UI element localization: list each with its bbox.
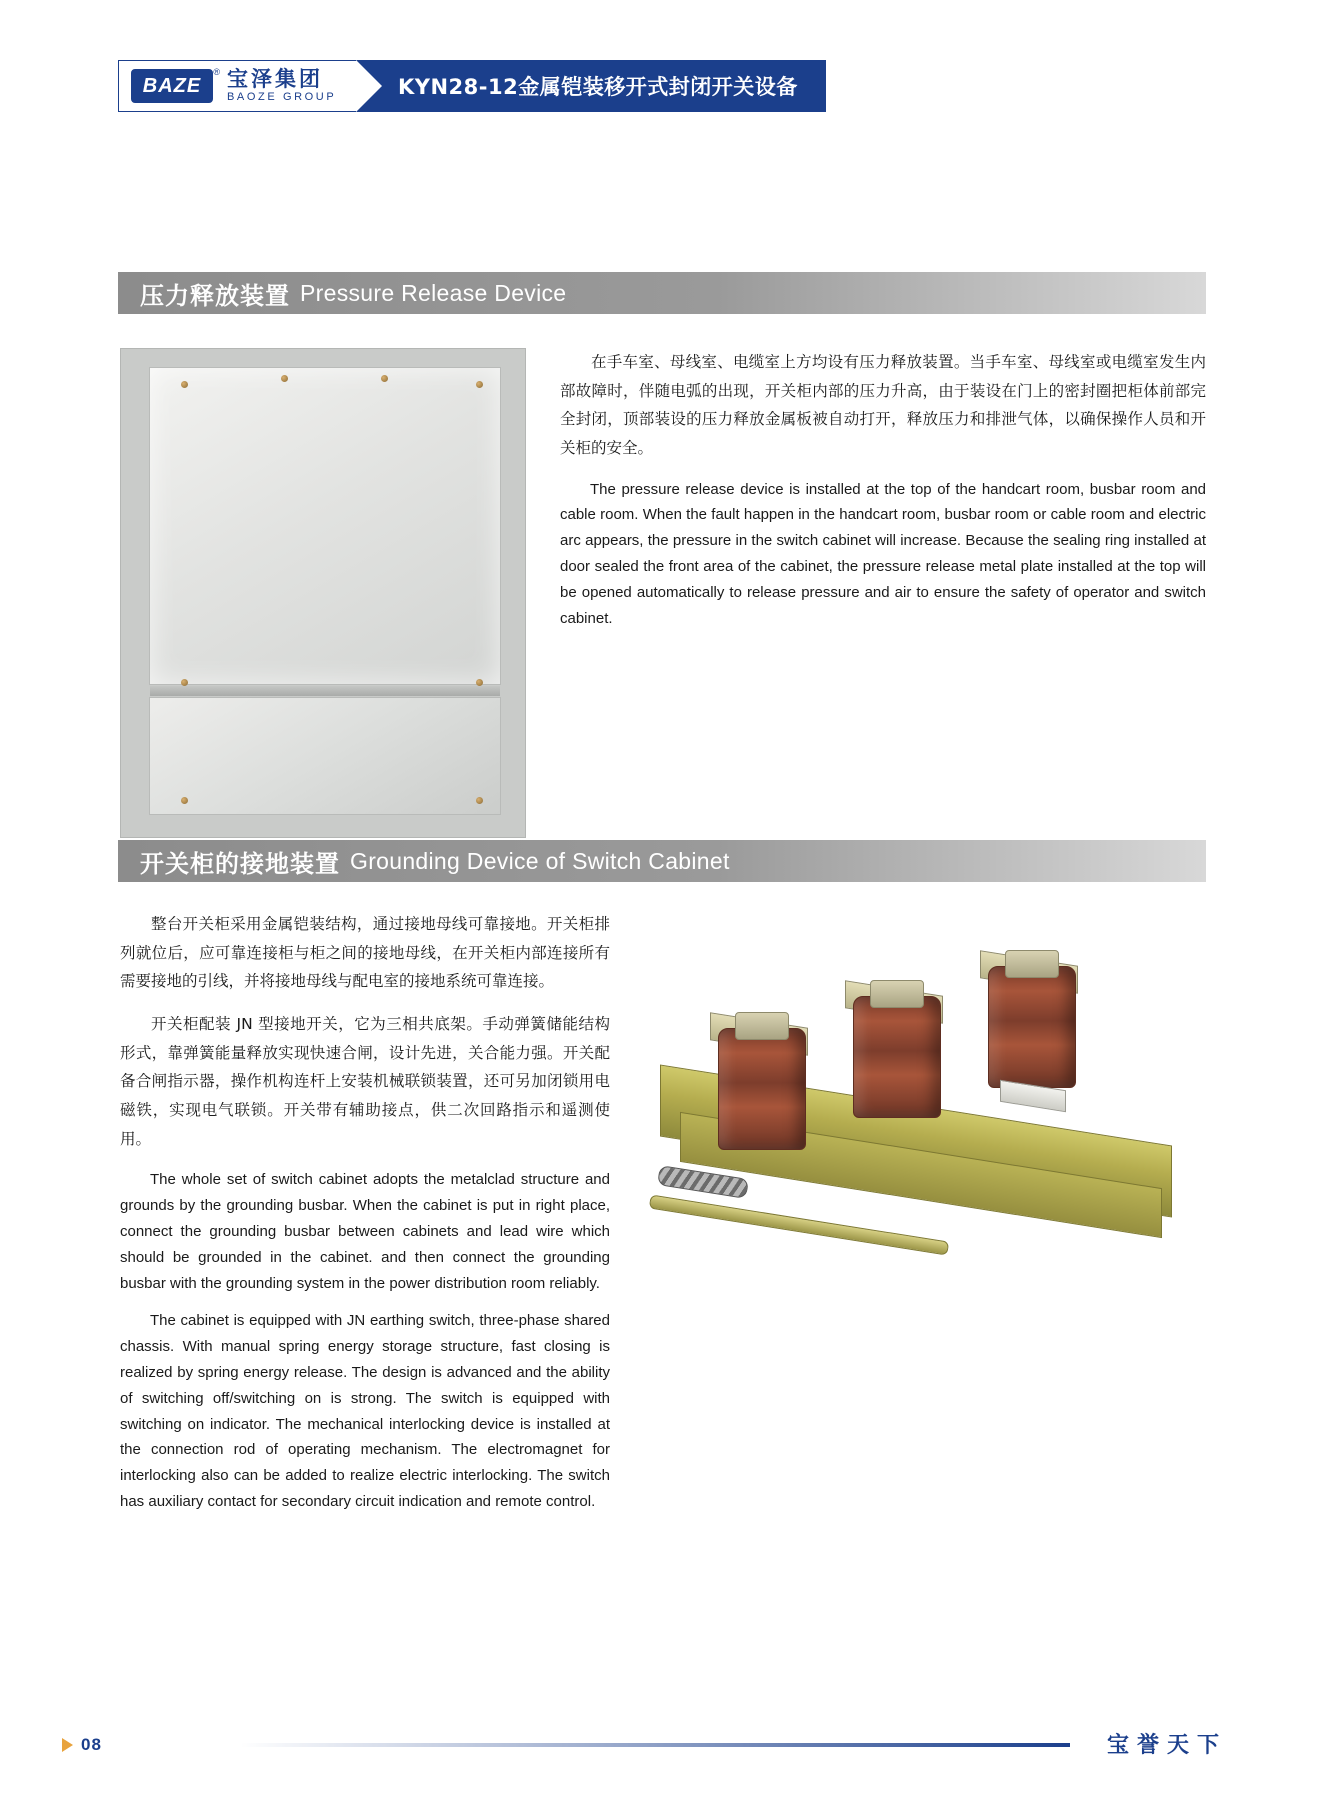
brand-logo <box>118 60 358 112</box>
rivet-icon <box>476 381 483 388</box>
pressure-release-lower-panel <box>149 697 501 815</box>
section-header-grounding-device <box>118 840 1206 882</box>
paragraph-en: The cabinet is equipped with JN earthing switch, three-phase shared chassis. With manual spring energy storage structure, fast closing is realized by spring energy release. The design is advanced and the ability of switching off/switching on is strong. The switch is equipped with switching on indicator. The mechanical interlocking device is installed at the connection rod of operating mechanism. The electromagnet for interlocking also can be added to realize electric interlocking. The switch has auxiliary contact for secondary circuit indication and remote control. <box>120 1312 610 1510</box>
footer-divider <box>240 1743 1070 1747</box>
logo-mark-icon <box>131 67 221 103</box>
rivet-icon <box>476 679 483 686</box>
page-header <box>118 60 826 112</box>
insulator-cap <box>735 1012 789 1040</box>
operating-shaft <box>649 1194 949 1255</box>
pressure-release-text-column <box>560 348 1206 643</box>
page-number: 08 <box>81 1735 102 1754</box>
section-title-en: Grounding Device of Switch Cabinet <box>350 847 730 874</box>
brand-name-cn: 宝泽集团 <box>227 67 323 92</box>
section-title-cn: 压力释放装置 <box>140 281 290 310</box>
paragraph-cn: 开关柜配装 JN 型接地开关，它为三相共底架。手动弹簧储能结构形式，靠弹簧能量释放实现快速合闸，设计先进，关合能力强。开关配备合闸指示器，操作机构连杆上安装机械联锁装置，还可另加闭锁用电磁铁，实现电气联锁。开关带有辅助接点，供二次回路指示和遥测使用。 <box>120 1015 610 1148</box>
header-title-banner <box>356 60 826 112</box>
rivet-icon <box>381 375 388 382</box>
rivet-icon <box>476 797 483 804</box>
registered-trademark-icon: ® <box>213 67 221 77</box>
logo-abbr: BAZE <box>142 74 202 97</box>
rivet-icon <box>181 381 188 388</box>
triangle-right-icon <box>62 1738 73 1752</box>
rivet-icon <box>281 375 288 382</box>
paragraph-en: The whole set of switch cabinet adopts the metalclad structure and grounds by the grounding busbar. When the cabinet is put in right place, connect the grounding busbar between cabinets and lead wire which should be grounded in the cabinet. and then connect the grounding busbar with the grounding system in the power distribution room reliably. <box>120 1171 610 1292</box>
insulator-cap <box>1005 950 1059 978</box>
pressure-release-panel <box>149 367 501 685</box>
grounding-device-text-column <box>120 910 610 1527</box>
insulator-column <box>988 966 1076 1088</box>
rivet-icon <box>181 679 188 686</box>
rivet-icon <box>181 797 188 804</box>
paragraph-en: The pressure release device is installed at the top of the handcart room, busbar room and cable room. When the fault happen in the handcart room, busbar room or cable room and electric arc appears, the pressure in the switch cabinet will increase. Because the sealing ring installed at door sealed the front area of the cabinet, the pressure release metal plate installed at the top will be opened automatically to release pressure and air to ensure the safety of operator and switch cabinet. <box>560 480 1206 627</box>
section-title-cn: 开关柜的接地装置 <box>140 849 340 878</box>
brand-name-en: BAOZE GROUP <box>227 91 337 104</box>
pressure-release-device-photo <box>120 348 526 838</box>
section-header-pressure-release <box>118 272 1206 314</box>
insulator-cap <box>870 980 924 1008</box>
paragraph-cn: 整台开关柜采用金属铠装结构，通过接地母线可靠接地。开关柜排列就位后，应可靠连接柜与柜之间的接地母线，在开关柜内部连接所有需要接地的引线，并将接地母线与配电室的接地系统可靠连接。 <box>120 915 610 991</box>
paragraph-cn: 在手车室、母线室、电缆室上方均设有压力释放装置。当手车室、母线室或电缆室发生内部故障时，伴随电弧的出现，开关柜内部的压力升高，由于装设在门上的密封圈把柜体前部完全封闭，顶部装设的压力释放金属板被自动打开，释放压力和排泄气体，以确保操作人员和开关柜的安全。 <box>560 353 1206 458</box>
insulator-column <box>718 1028 806 1150</box>
section-title-en: Pressure Release Device <box>300 279 567 306</box>
footer-page-marker <box>62 1735 102 1755</box>
footer-slogan: 宝誉天下 <box>1106 1732 1227 1758</box>
jn-earthing-switch-photo <box>640 900 1210 1320</box>
product-title: KYN28-12金属铠装移开式封闭开关设备 <box>356 60 826 112</box>
insulator-column <box>853 996 941 1118</box>
brand-logo-text <box>227 68 336 104</box>
